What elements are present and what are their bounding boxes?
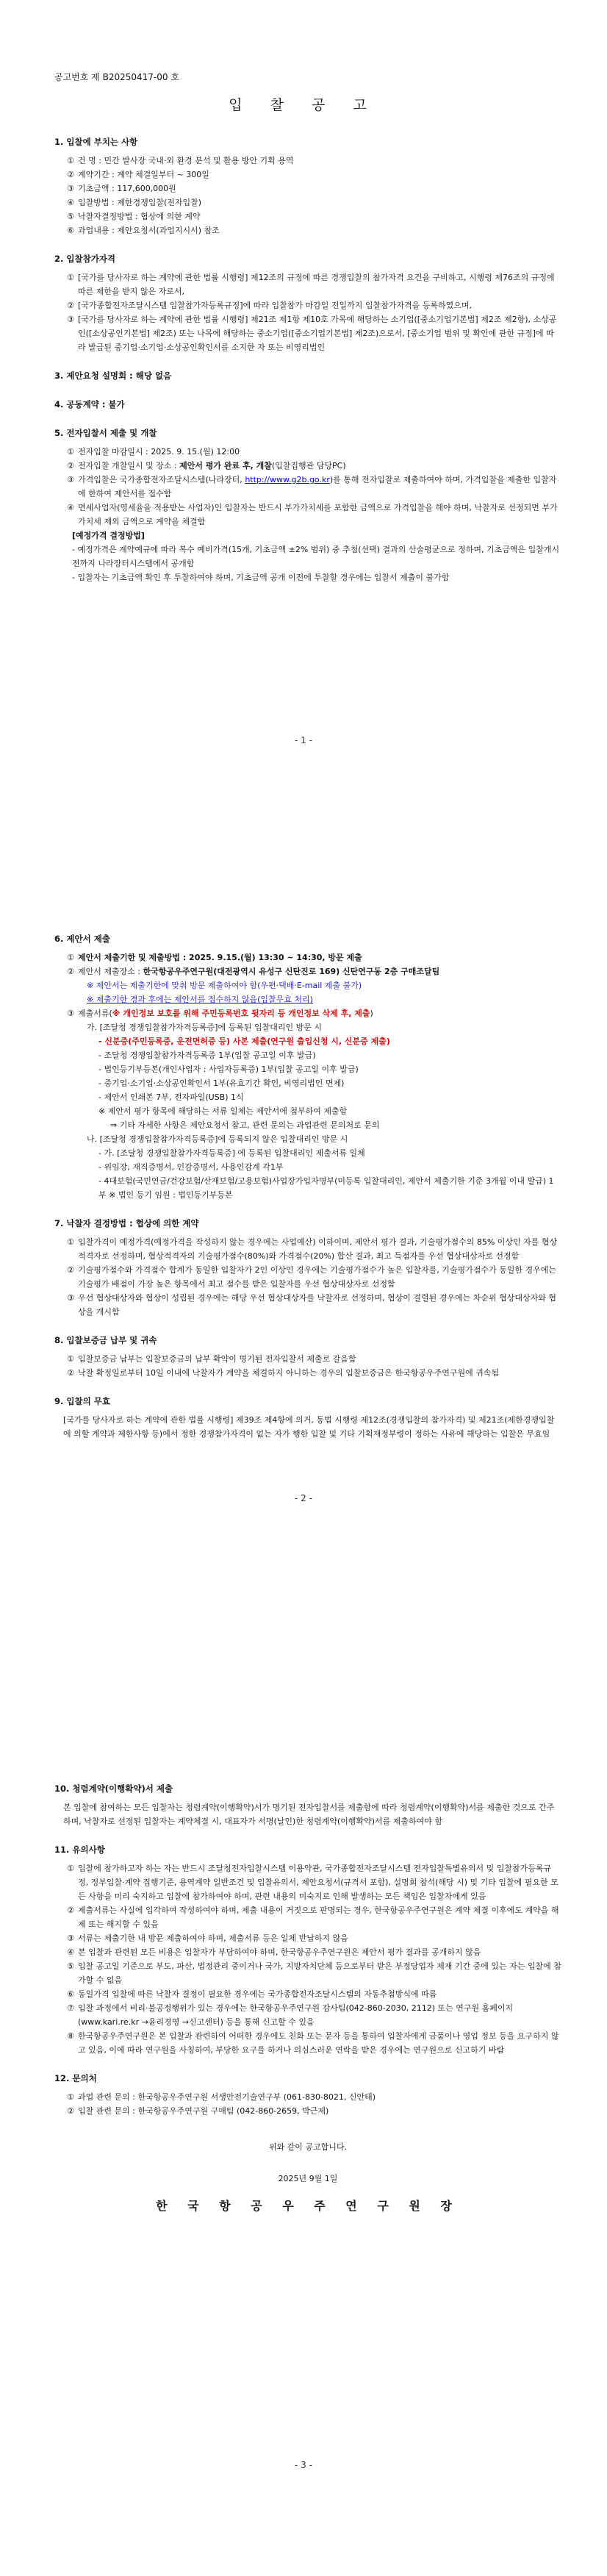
list-item: ② 제안서 제출장소 : 한국항공우주연구원(대전광역시 유성구 신탄진로 169) 신탄연구동 2층 구매조달팀 — [67, 967, 440, 976]
doc-item: - 위임장, 재직증명서, 인감증명서, 사용인감계 각1부 — [98, 1162, 284, 1172]
list-item: ① 입찰보증금 납부는 입찰보증금의 납부 확약이 명기된 전자입찰서 제출로 갈음함 — [67, 1354, 356, 1364]
document-title: 입 찰 공 고 — [229, 97, 378, 113]
list-item: ③ 서류는 제출기한 내 방문 제출하여야 하며, 제출서류 등은 일체 반납하지 않음 — [67, 1933, 348, 1943]
list-item: ③ 제출서류(※ 개인정보 보호를 위해 주민등록번호 뒷자리 등 개인정보 삭제 후, 제출) — [67, 1009, 373, 1018]
doc-item: - 조달청 경쟁입찰참가자격등록증 1부(입찰 공고일 이후 발급) — [98, 1051, 316, 1060]
page-3 — [0, 1717, 607, 2576]
section-11-list — [54, 1861, 561, 2057]
section-9-text: [국가를 당사자로 하는 계약에 관한 법률 시행령] 제39조 제4항에 의거, 동법 시행령 제12조(경쟁입찰의 참가자격) 및 제21조(제한경쟁입찰에 의할 계약과 제한사항 등)에서 정한 경쟁참가자격이 없는 자가 행한 입찰 및 기타 기획재정부령이 정하는 사유에 해당하는 입찰은 무효임 — [63, 1415, 555, 1439]
g2b-link[interactable]: http://www.g2b.go.kr — [245, 475, 330, 484]
section-6-list — [54, 951, 561, 1202]
list-item: ⑥ 동일가격 입찰에 따른 낙찰자 결정이 필요한 경우에는 국가종합전자조달시스템의 자동추첨방식에 따름 — [67, 1989, 437, 1999]
list-item: ② 계약기간 : 계약 체결일부터 ~ 300일 — [67, 170, 209, 179]
list-item: ⑥ 과업내용 : 제안요청서(과업지시서) 참조 — [67, 226, 220, 235]
section-8-list — [54, 1352, 561, 1380]
page-number: - 3 - — [295, 2460, 312, 2470]
list-item: ② [국가종합전자조달시스템 입찰참가자등록규정]에 따라 입찰참가 마감일 전일까지 입찰참가자격을 등록하였으며, — [67, 301, 472, 310]
section-1-list — [54, 154, 561, 237]
section-2-list — [54, 271, 561, 354]
list-item: ④ 면세사업자(영세율을 적용받는 사업자)인 입찰자는 반드시 부가가치세를 포함한 금액으로 가격입찰을 해야 하며, 낙찰자로 선정되면 부가가치세 제외 금액으로 계약을 체결함 — [67, 503, 558, 526]
price-method-heading: [예정가격 결정방법] — [72, 531, 145, 540]
list-item: ③ [국가를 당사자로 하는 계약에 관한 법률 시행령] 제21조 제1항 제10호 가목에 해당하는 소기업([중소기업기본법] 제2조 제2항), 소상공인([소상공인기본법] 제2조) 또는 나목에 해당하는 중소기업([중소기업기본법] 제2조)으로서, [중소기업 범위 및 확인에 관한 규정]에 따라 발급된 중기업·소기업·소상공인확인서를 소지한 자 또는 비영리법인 — [67, 315, 557, 352]
page-1 — [0, 0, 607, 859]
submission-note: ※ 제안서는 제출기한에 맞춰 방문 제출하여야 함(우편·택배·E-mail 제출 불가) — [87, 981, 362, 990]
list-item: ① 전자입찰 마감일시 : 2025. 9. 15.(월) 12:00 — [67, 447, 240, 457]
section-3-title: 3. 제안요청 설명회 : 해당 없음 — [54, 371, 172, 381]
price-method-detail: - 입찰자는 기초금액 확인 후 투찰하여야 하며, 기초금액 공개 이전에 투찰할 경우에는 입찰서 제출이 불가함 — [72, 573, 450, 582]
list-item: ③ 기초금액 : 117,600,000원 — [67, 184, 176, 193]
list-item: ⑦ 입찰 과정에서 비리·불공정행위가 있는 경우에는 한국항공우주연구원 감사팀(042-860-2030, 2112) 또는 연구원 홈페이지(www.kari.re.kr →윤리경영 →신고센터) 등을 통해 신고할 수 있음 — [67, 2003, 514, 2027]
list-item: ① 제안서 제출기한 및 제출방법 : 2025. 9.15.(월) 13:30 ~ 14:30, 방문 제출 — [67, 953, 362, 962]
list-item: ⑧ 한국항공우주연구원은 본 입찰과 관련하여 어떠한 경우에도 친화 또는 문자 등을 통하여 입찰자에게 금품이나 영업 정보 등을 요구하지 않고 있음, 이에 따라 연구원을 사칭하여, 부당한 요구를 하거나 의심스러운 연락을 받은 경우에는 연구원으로 신고하기 바람 — [67, 2031, 559, 2055]
section-4-title: 4. 공동계약 : 불가 — [54, 399, 125, 409]
section-1-title: 1. 입찰에 부치는 사항 — [54, 137, 138, 147]
page-number: - 1 - — [295, 735, 312, 745]
section-10-title: 10. 청렴계약(이행확약)서 제출 — [54, 1783, 173, 1794]
doc-note: ⇒ 기타 자세한 사항은 제안요청서 참고, 관련 문의는 과업관련 문의처로 문의 — [110, 1120, 380, 1130]
page-3-body — [54, 1782, 561, 2213]
doc-item: - 가. [조달청 경쟁입찰참가자격등록증] 에 등록된 입찰대리인 제출서류 일체 — [98, 1148, 365, 1158]
section-5-title: 5. 전자입찰서 제출 및 개찰 — [54, 428, 157, 438]
section-7-list — [54, 1235, 561, 1319]
list-item: ④ 본 입찰과 관련된 모든 비용은 입찰자가 부담하여야 하며, 한국항공우주연구원은 제안서 평가 결과를 공개하지 않음 — [67, 1947, 481, 1957]
doc-note: ※ 제안서 평가 항목에 해당하는 서류 일체는 제안서에 첨부하여 제출함 — [98, 1106, 348, 1116]
section-7-title: 7. 낙찰자 결정방법 : 협상에 의한 계약 — [54, 1218, 199, 1228]
section-8-title: 8. 입찰보증금 납부 및 귀속 — [54, 1335, 157, 1345]
doc-item: - 법인등기부등본(개인사업자 : 사업자등록증) 1부(입찰 공고일 이후 발급) — [98, 1065, 359, 1074]
list-item: ② 기술평가점수와 가격점수 합계가 동일한 입찰자가 2인 이상인 경우에는 기술평가점수가 높은 입찰자를, 기술평가점수가 동일한 경우에는 기술평가 배점이 가장 높은 항목에서 최고 점수를 받은 입찰자를 우선 협상대상자로 선정함 — [67, 1265, 557, 1289]
section-9-title: 9. 입찰의 무효 — [54, 1396, 110, 1406]
notice-number: 공고번호 제 B20250417-00 호 — [54, 72, 179, 82]
section-12-list — [54, 2090, 561, 2118]
list-item: ② 낙찰 확정일로부터 10일 이내에 낙찰자가 계약을 체결하지 아니하는 경우의 입찰보증금은 한국항공우주연구원에 귀속됨 — [67, 1368, 500, 1378]
list-item: ⑤ 입찰 공고일 기준으로 부도, 파산, 법정관리 중이거나 국가, 지방자치단체 등으로부터 받은 부정당업자 제재 기간 중에 있는 자는 입찰에 참가할 수 없음 — [67, 1961, 561, 1985]
list-item: ② 제출서류는 사실에 입각하여 작성하여야 하며, 제출 내용이 거짓으로 판명되는 경우, 한국항공우주연구원은 계약 체결 이후에도 계약을 해제 또는 해지할 수 있음 — [67, 1906, 559, 1929]
list-item: ① 과업 관련 문의 : 한국항공우주연구원 서생안전기술연구부 (061-830-8021, 신안태) — [67, 2092, 376, 2102]
doc-item: - 중기업·소기업·소상공인확인서 1부(유효기간 확인, 비영리법인 면제) — [98, 1078, 345, 1088]
list-item: ① 건 명 : 민간 발사장 국내·외 환경 분석 및 활용 방안 기획 용역 — [67, 156, 294, 165]
section-5-list — [54, 445, 561, 584]
list-item: ③ 가격입찰은 국가종합전자조달시스템(나라장터, http://www.g2b.go.kr)를 통해 전자입찰로 제출하여야 하며, 가격입찰을 제출한 입찰자에 한하여 제안서를 접수함 — [67, 475, 557, 498]
closing-text: 위와 같이 공고합니다. — [268, 2142, 348, 2152]
doc-item: - 4대보험(국민연금/건강보험/산재보험/고용보험)사업장가입자명부(미등록 입찰대리인, 제안서 제출기한 기준 3개월 이내 발급) 1부 ※ 법인 등기 임원 : 법인등기부등본 — [98, 1176, 554, 1200]
page-2-body — [54, 932, 561, 1441]
doc-item: - 제안서 인쇄본 7부, 전자파일(USB) 1식 — [98, 1092, 244, 1102]
list-item: ④ 입찰방법 : 제한경쟁입찰(전자입찰) — [67, 198, 202, 207]
page-1-body — [54, 135, 561, 584]
price-method-detail: - 예정가격은 계약예규에 따라 복수 예비가격(15개, 기초금액 ±2% 범위) 중 추첨(선택) 결과의 산술평균으로 정하며, 기초금액은 입찰개시 전까지 나라장터시스템에서 공개함 — [72, 545, 560, 568]
closing-date: 2025년 9월 1일 — [278, 2174, 338, 2183]
list-item: ③ 우선 협상대상자와 협상이 성립된 경우에는 해당 우선 협상대상자를 낙찰자로 선정하며, 협상이 결렬된 경우에는 차순위 협상대상자와 협상을 개시함 — [67, 1293, 556, 1317]
signature: 한 국 항 공 우 주 연 구 원 장 — [156, 2199, 460, 2213]
section-12-title: 12. 문의처 — [54, 2073, 97, 2083]
list-item: ① 입찰에 참가하고자 하는 자는 반드시 조달청전자입찰시스템 이용약관, 국가종합전자조달시스템 전자입찰특별유의서 및 입찰참가등록규정, 정부입찰·계약 집행기준, 용역계약 일반조건 및 입찰유의서, 제안요청서(규격서 포함), 설명회 참석(해당 시) 및 기타 입찰에 필요한 모든 사항을 미리 숙지하고 입찰에 참가하여야 하며, 관련 내용의 미숙지로 인해 발생하는 모든 책임은 입찰자에게 있음 — [67, 1864, 558, 1901]
section-10-text: 본 입찰에 참여하는 모든 입찰자는 청렴계약(이행확약)서가 명기된 전자입찰서를 제출함에 따라 청렴계약(이행확약)서를 제출한 것으로 간주하며, 낙찰자로 선정된 입찰자는 계약체결 시, 대표자가 서명(날인)한 청렴계약(이행확약)서를 제출하여야 함 — [63, 1803, 555, 1826]
page-2 — [0, 859, 607, 1717]
section-6-title: 6. 제안서 제출 — [54, 934, 110, 944]
section-2-title: 2. 입찰참가자격 — [54, 254, 116, 264]
doc-group-ga: 가. [조달청 경쟁입찰참가자격등록증]에 등록된 입찰대리인 방문 시 — [87, 1023, 322, 1032]
section-11-title: 11. 유의사항 — [54, 1845, 105, 1855]
list-item: ② 전자입찰 개찰일시 및 장소 : 제안서 평가 완료 후, 개찰(입찰집행관 담당PC) — [67, 461, 346, 471]
list-item: ① [국가를 당사자로 하는 계약에 관한 법률 시행령] 제12조의 규정에 따른 경쟁입찰의 참가자격 요건을 구비하고, 시행령 제76조의 규정에 따른 제한을 받지 않은 자로서, — [67, 273, 555, 296]
list-item: ② 입찰 관련 문의 : 한국항공우주연구원 구매팀 (042-860-2659, 박근제) — [67, 2106, 329, 2116]
list-item: ⑤ 낙찰자결정방법 : 협상에 의한 계약 — [67, 212, 201, 221]
doc-item: - 신분증(주민등록증, 운전면허증 등) 사본 제출(연구원 출입신청 시, 신분증 제출) — [98, 1037, 390, 1046]
doc-group-na: 나. [조달청 경쟁입찰참가자격등록증]에 등록되지 않은 입찰대리인 방문 시 — [87, 1134, 348, 1144]
page-number: - 2 - — [295, 1493, 312, 1503]
submission-note: ※ 제출기한 경과 후에는 제안서를 접수하지 않음(입찰무효 처리) — [87, 995, 313, 1004]
list-item: ① 입찰가격이 예정가격(예정가격을 작성하지 않는 경우에는 사업예산) 이하이며, 제안서 평가 결과, 기술평가점수의 85% 이상인 자를 협상적격자로 선정하며, 협상적격자의 기술평가점수(80%)와 가격점수(20%) 합산 결과, 최고 득점자를 우선 협상대상자로 선정함 — [67, 1237, 558, 1261]
